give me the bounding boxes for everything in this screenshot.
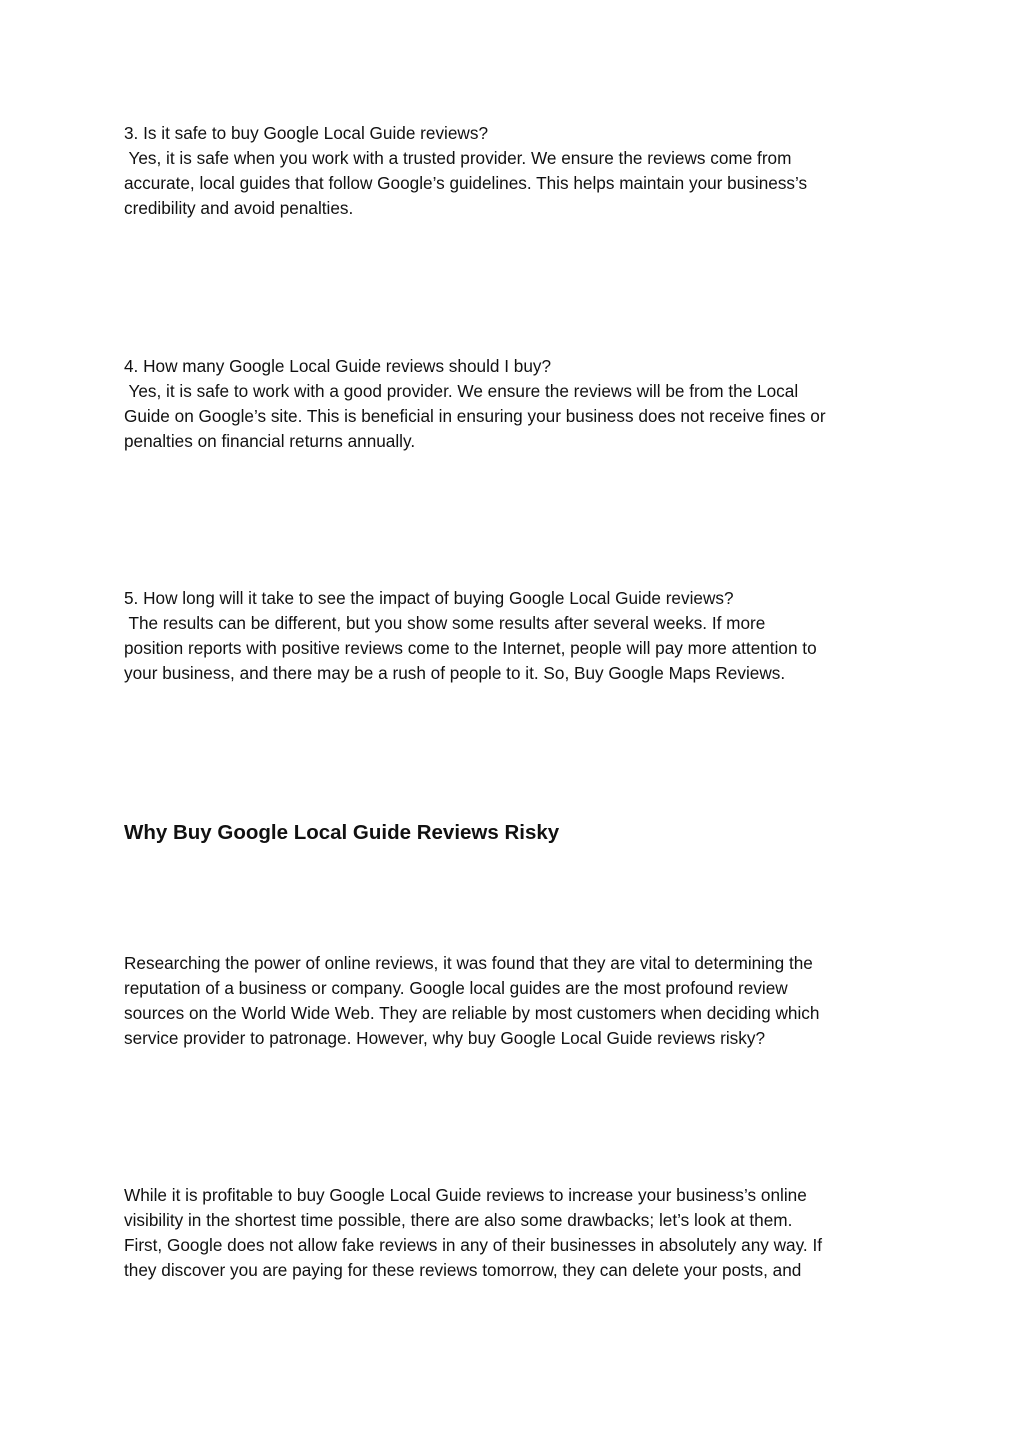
paragraph (124, 951, 924, 1051)
faq-answer-line: your business, and there may be a rush of people to it. So, Buy Google Maps Reviews. (124, 663, 786, 683)
faq-answer-line: Yes, it is safe to work with a good provider. We ensure the reviews will be from the Local (124, 381, 799, 401)
paragraph-line: sources on the World Wide Web. They are reliable by most customers when deciding which (124, 1003, 820, 1023)
faq-question: 3. Is it safe to buy Google Local Guide reviews? (124, 123, 489, 143)
faq-answer-line: credibility and avoid penalties. (124, 198, 354, 218)
faq-item-4 (124, 354, 924, 454)
section-heading: Why Buy Google Local Guide Reviews Risky (124, 821, 560, 844)
faq-question: 5. How long will it take to see the impact of buying Google Local Guide reviews? (124, 588, 734, 608)
faq-item-5 (124, 586, 924, 686)
faq-answer-line: Guide on Google’s site. This is beneficial in ensuring your business does not receive fines or (124, 406, 826, 426)
paragraph-line: Researching the power of online reviews, it was found that they are vital to determining the (124, 953, 813, 973)
faq-item-3 (124, 121, 924, 221)
paragraph-line: While it is profitable to buy Google Local Guide reviews to increase your business’s online (124, 1185, 807, 1205)
faq-answer-line: The results can be different, but you show some results after several weeks. If more (124, 613, 766, 633)
faq-answer-line: position reports with positive reviews come to the Internet, people will pay more attention to (124, 638, 817, 658)
section-heading-block (124, 819, 924, 847)
paragraph-line: they discover you are paying for these reviews tomorrow, they can delete your posts, and (124, 1260, 802, 1280)
paragraph-line: visibility in the shortest time possible, there are also some drawbacks; let’s look at them. (124, 1210, 793, 1230)
faq-answer-line: penalties on financial returns annually. (124, 431, 416, 451)
paragraph-line: service provider to patronage. However, why buy Google Local Guide reviews risky? (124, 1028, 766, 1048)
paragraph-line: reputation of a business or company. Google local guides are the most profound review (124, 978, 788, 998)
paragraph-line: First, Google does not allow fake reviews in any of their businesses in absolutely any way. If (124, 1235, 823, 1255)
faq-answer-line: accurate, local guides that follow Google’s guidelines. This helps maintain your business’s (124, 173, 808, 193)
faq-question: 4. How many Google Local Guide reviews should I buy? (124, 356, 552, 376)
paragraph (124, 1183, 924, 1283)
faq-answer-line: Yes, it is safe when you work with a trusted provider. We ensure the reviews come from (124, 148, 792, 168)
